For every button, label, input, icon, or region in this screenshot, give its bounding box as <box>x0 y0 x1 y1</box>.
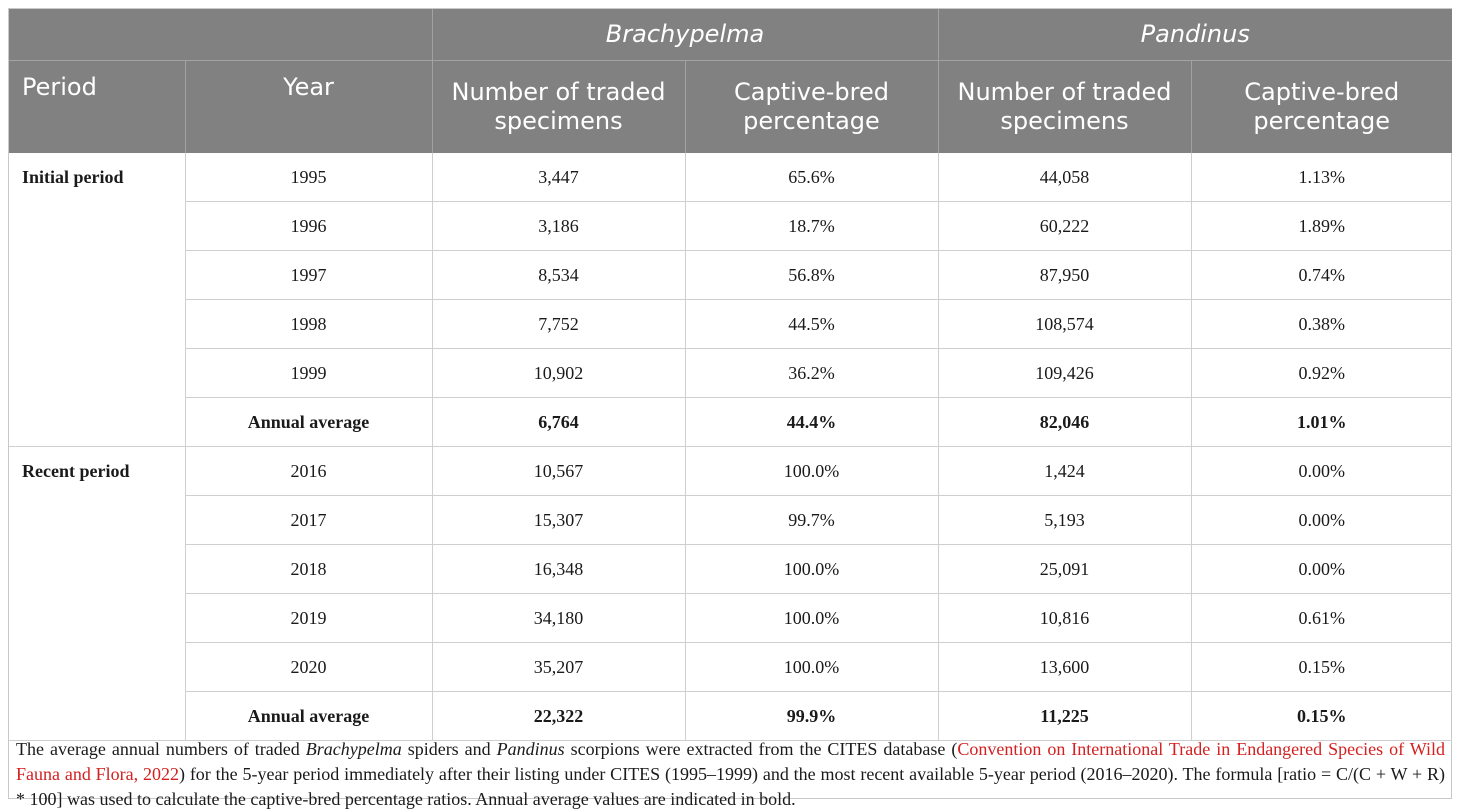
year-cell: 1999 <box>185 349 432 398</box>
pandinus-captive-cell: 1.89% <box>1191 202 1452 251</box>
table-row <box>9 251 1452 300</box>
pandinus-group-header: Pandinus <box>938 9 1452 61</box>
brachypelma-captive-average: 44.4% <box>685 398 938 447</box>
average-label: Annual average <box>185 398 432 447</box>
pandinus-captive-cell: 0.61% <box>1191 594 1452 643</box>
year-cell: 1998 <box>185 300 432 349</box>
brachypelma-number-cell: 3,447 <box>432 153 685 202</box>
table-row <box>9 496 1452 545</box>
pandinus-number-cell: 87,950 <box>938 251 1191 300</box>
pandinus-captive-cell: 0.92% <box>1191 349 1452 398</box>
brachypelma-captive-cell: 100.0% <box>685 447 938 496</box>
brachypelma-number-cell: 7,752 <box>432 300 685 349</box>
pandinus-captive-cell: 0.00% <box>1191 545 1452 594</box>
year-cell: 2018 <box>185 545 432 594</box>
table-row <box>9 594 1452 643</box>
pandinus-captive-average: 0.15% <box>1191 692 1452 741</box>
empty-header-cell <box>9 9 432 61</box>
average-label: Annual average <box>185 692 432 741</box>
brachypelma-number-cell: 3,186 <box>432 202 685 251</box>
brachypelma-captive-cell: 100.0% <box>685 643 938 692</box>
brachypelma-number-average: 6,764 <box>432 398 685 447</box>
pandinus-number-cell: 10,816 <box>938 594 1191 643</box>
brachypelma-captive-cell: 44.5% <box>685 300 938 349</box>
pandinus-number-cell: 13,600 <box>938 643 1191 692</box>
table-row <box>9 545 1452 594</box>
brachypelma-number-cell: 34,180 <box>432 594 685 643</box>
pandinus-number-cell: 60,222 <box>938 202 1191 251</box>
period-header: Period <box>9 61 185 154</box>
initial-period-label: Initial period <box>9 153 185 447</box>
table-row <box>9 300 1452 349</box>
footnote-text: scorpions were extracted from the CITES database ( <box>564 739 958 759</box>
brachypelma-captive-cell: 36.2% <box>685 349 938 398</box>
year-cell: 2020 <box>185 643 432 692</box>
year-cell: 1997 <box>185 251 432 300</box>
table-footnote <box>9 731 1452 812</box>
brachypelma-captive-cell: 99.7% <box>685 496 938 545</box>
pandinus-number-average: 11,225 <box>938 692 1191 741</box>
table-row <box>9 447 1452 496</box>
pandinus-captive-average: 1.01% <box>1191 398 1452 447</box>
pandinus-number-cell: 44,058 <box>938 153 1191 202</box>
pandinus-captive-cell: 0.15% <box>1191 643 1452 692</box>
year-cell: 1996 <box>185 202 432 251</box>
pandinus-captive-cell: 0.00% <box>1191 496 1452 545</box>
table-row <box>9 202 1452 251</box>
year-cell: 2016 <box>185 447 432 496</box>
brachypelma-number-cell: 15,307 <box>432 496 685 545</box>
pandinus-number-cell: 109,426 <box>938 349 1191 398</box>
group-header-row <box>9 9 1452 61</box>
table-row <box>9 349 1452 398</box>
footnote-genus-brachypelma: Brachypelma <box>305 739 402 759</box>
average-row <box>9 398 1452 447</box>
pandinus-number-average: 82,046 <box>938 398 1191 447</box>
brachypelma-captive-cell: 100.0% <box>685 545 938 594</box>
pandinus-captive-cell: 0.38% <box>1191 300 1452 349</box>
pandinus-captive-cell: 0.74% <box>1191 251 1452 300</box>
brachypelma-number-cell: 10,902 <box>432 349 685 398</box>
brachypelma-captive-average: 99.9% <box>685 692 938 741</box>
pandinus-captive-header: Captive-bred percentage <box>1191 61 1452 154</box>
pandinus-captive-cell: 1.13% <box>1191 153 1452 202</box>
year-cell: 1995 <box>185 153 432 202</box>
footnote-genus-pandinus: Pandinus <box>496 739 565 759</box>
pandinus-number-cell: 1,424 <box>938 447 1191 496</box>
brachypelma-number-cell: 8,534 <box>432 251 685 300</box>
trade-table <box>9 9 1452 741</box>
brachypelma-number-cell: 16,348 <box>432 545 685 594</box>
brachypelma-number-cell: 10,567 <box>432 447 685 496</box>
footnote-text: spiders and <box>401 739 497 759</box>
table-frame <box>8 8 1452 809</box>
year-header: Year <box>185 61 432 154</box>
footnote-text: The average annual numbers of traded <box>16 739 306 759</box>
table-row <box>9 643 1452 692</box>
column-header-row <box>9 61 1452 154</box>
pandinus-number-header: Number of traded specimens <box>938 61 1191 154</box>
footnote-reference-link[interactable]: Convention on International Trade in Endangered Species of Wild Fauna and Flora, 2022 <box>16 739 1446 784</box>
pandinus-number-cell: 108,574 <box>938 300 1191 349</box>
brachypelma-captive-header: Captive-bred percentage <box>685 61 938 154</box>
brachypelma-captive-cell: 100.0% <box>685 594 938 643</box>
brachypelma-captive-cell: 56.8% <box>685 251 938 300</box>
year-cell: 2017 <box>185 496 432 545</box>
pandinus-captive-cell: 0.00% <box>1191 447 1452 496</box>
brachypelma-group-header: Brachypelma <box>432 9 938 61</box>
brachypelma-number-average: 22,322 <box>432 692 685 741</box>
brachypelma-number-header: Number of traded specimens <box>432 61 685 154</box>
year-cell: 2019 <box>185 594 432 643</box>
pandinus-number-cell: 25,091 <box>938 545 1191 594</box>
recent-period-label: Recent period <box>9 447 185 741</box>
pandinus-number-cell: 5,193 <box>938 496 1191 545</box>
brachypelma-number-cell: 35,207 <box>432 643 685 692</box>
footnote-text: ) for the 5-year period immediately after their listing under CITES (1995–1999) and the most recent available 5-year period (2016–2020). The formula [ratio = C/(C + W + R) * 100] was used to calculate the captive-bred percentage ratios. Annual average values are indicated in bold. <box>16 764 1445 809</box>
table-row <box>9 153 1452 202</box>
brachypelma-captive-cell: 65.6% <box>685 153 938 202</box>
brachypelma-captive-cell: 18.7% <box>685 202 938 251</box>
